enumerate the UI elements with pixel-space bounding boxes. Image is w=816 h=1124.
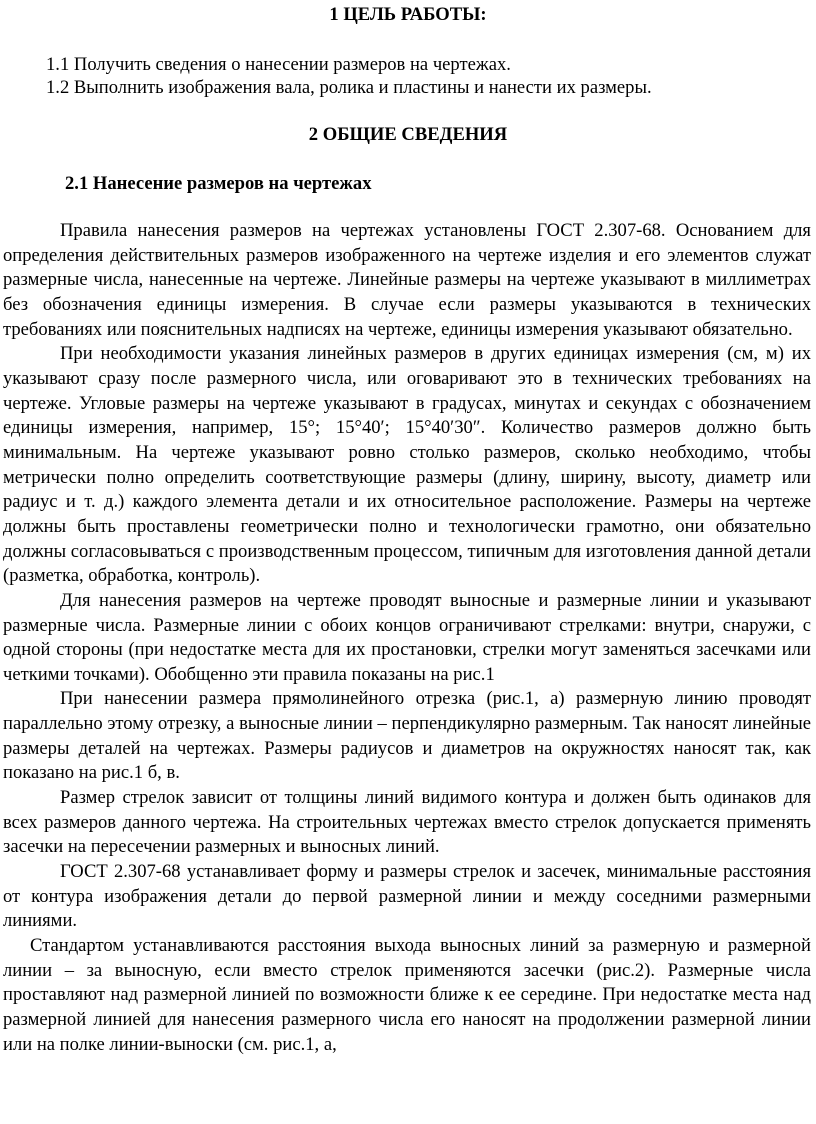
paragraph: ГОСТ 2.307-68 устанавливает форму и размеры стрелок и засечек, минимальные расстояния от контура изображения детали до первой размерной линии и между соседними размерными линиями. <box>3 861 811 932</box>
body-text <box>3 219 811 1057</box>
paragraph: Размер стрелок зависит от толщины линий видимого контура и должен быть одинаков для всех размеров данного чертежа. На строительных чертежах вместо стрелок допускается применять засечки на пересечении размерных и выносных линий. <box>3 787 811 858</box>
paragraph: Для нанесения размеров на чертеже проводят выносные и размерные линии и указывают размерные числа. Размерные линии с обоих концов ограничивают стрелками: внутри, снаружи, с одной стороны (при недостатке места для их простановки, стрелки могут заменяться засечками или четкими точками). Обобщенно эти правила показаны на рис.1 <box>3 589 811 685</box>
section-1-title: 1 ЦЕЛЬ РАБОТЫ: <box>329 4 487 25</box>
section-2-title: 2 ОБЩИЕ СВЕДЕНИЯ <box>308 124 508 145</box>
paragraph: Правила нанесения размеров на чертежах установлены ГОСТ 2.307-68. Основанием для определения действительных размеров изображенного на чертеже изделия и его элементов служат размерные числа, нанесенные на чертеже. Линейные размеры на чертеже указывают в миллиметрах без обозначения единицы измерения. В случае если размеры указываются в технических требованиях или пояснительных надписях на чертеже, единицы измерения указывают обязательно. <box>3 220 811 340</box>
paragraph: При нанесении размера прямолинейного отрезка (рис.1, а) размерную линию проводят параллельно этому отрезку, а выносные линии – перпендикулярно размерным. Так наносят линейные размеры деталей на чертежах. Размеры радиусов и диаметров на окружностях наносят так, как показано на рис.1 б, в. <box>3 688 811 784</box>
goal-item-1: 1.1 Получить сведения о нанесении размеров на чертежах. <box>46 54 511 75</box>
paragraph: При необходимости указания линейных размеров в других единицах измерения (см, м) их указывают сразу после размерного числа, или оговаривают это в технических требованиях на чертеже. Угловые размеры на чертеже указывают в градусах, минутах и секундах с обозначением единицы измерения, например, 15°; 15°40′; 15°40′30″. Количество размеров должно быть минимальным. На чертеже указывают ровно столько размеров, сколько необходимо, чтобы метрически полно определить соответствующие размеры (длину, ширину, высоту, диаметр или радиус и т. д.) каждого элемента детали и их относительное расположение. Размеры на чертеже должны быть проставлены геометрически полно и технологически грамотно, они обязательно должны согласовываться с производственным процессом, типичным для изготовления данной детали (разметка, обработка, контроль). <box>3 343 811 587</box>
paragraph: Стандартом устанавливаются расстояния выхода выносных линий за размерную и размерной линии – за выносную, если вместо стрелок применяются засечки (рис.2). Размерные числа проставляют над размерной линией по возможности ближе к ее середине. При недостатке места над размерной линией для нанесения размерного числа его наносят на продолжении размерной линии или на полке линии-выноски (см. рис.1, а, <box>3 935 811 1055</box>
subsection-2-1-title: 2.1 Нанесение размеров на чертежах <box>65 173 372 194</box>
goal-item-2: 1.2 Выполнить изображения вала, ролика и пластины и нанести их размеры. <box>46 77 652 98</box>
